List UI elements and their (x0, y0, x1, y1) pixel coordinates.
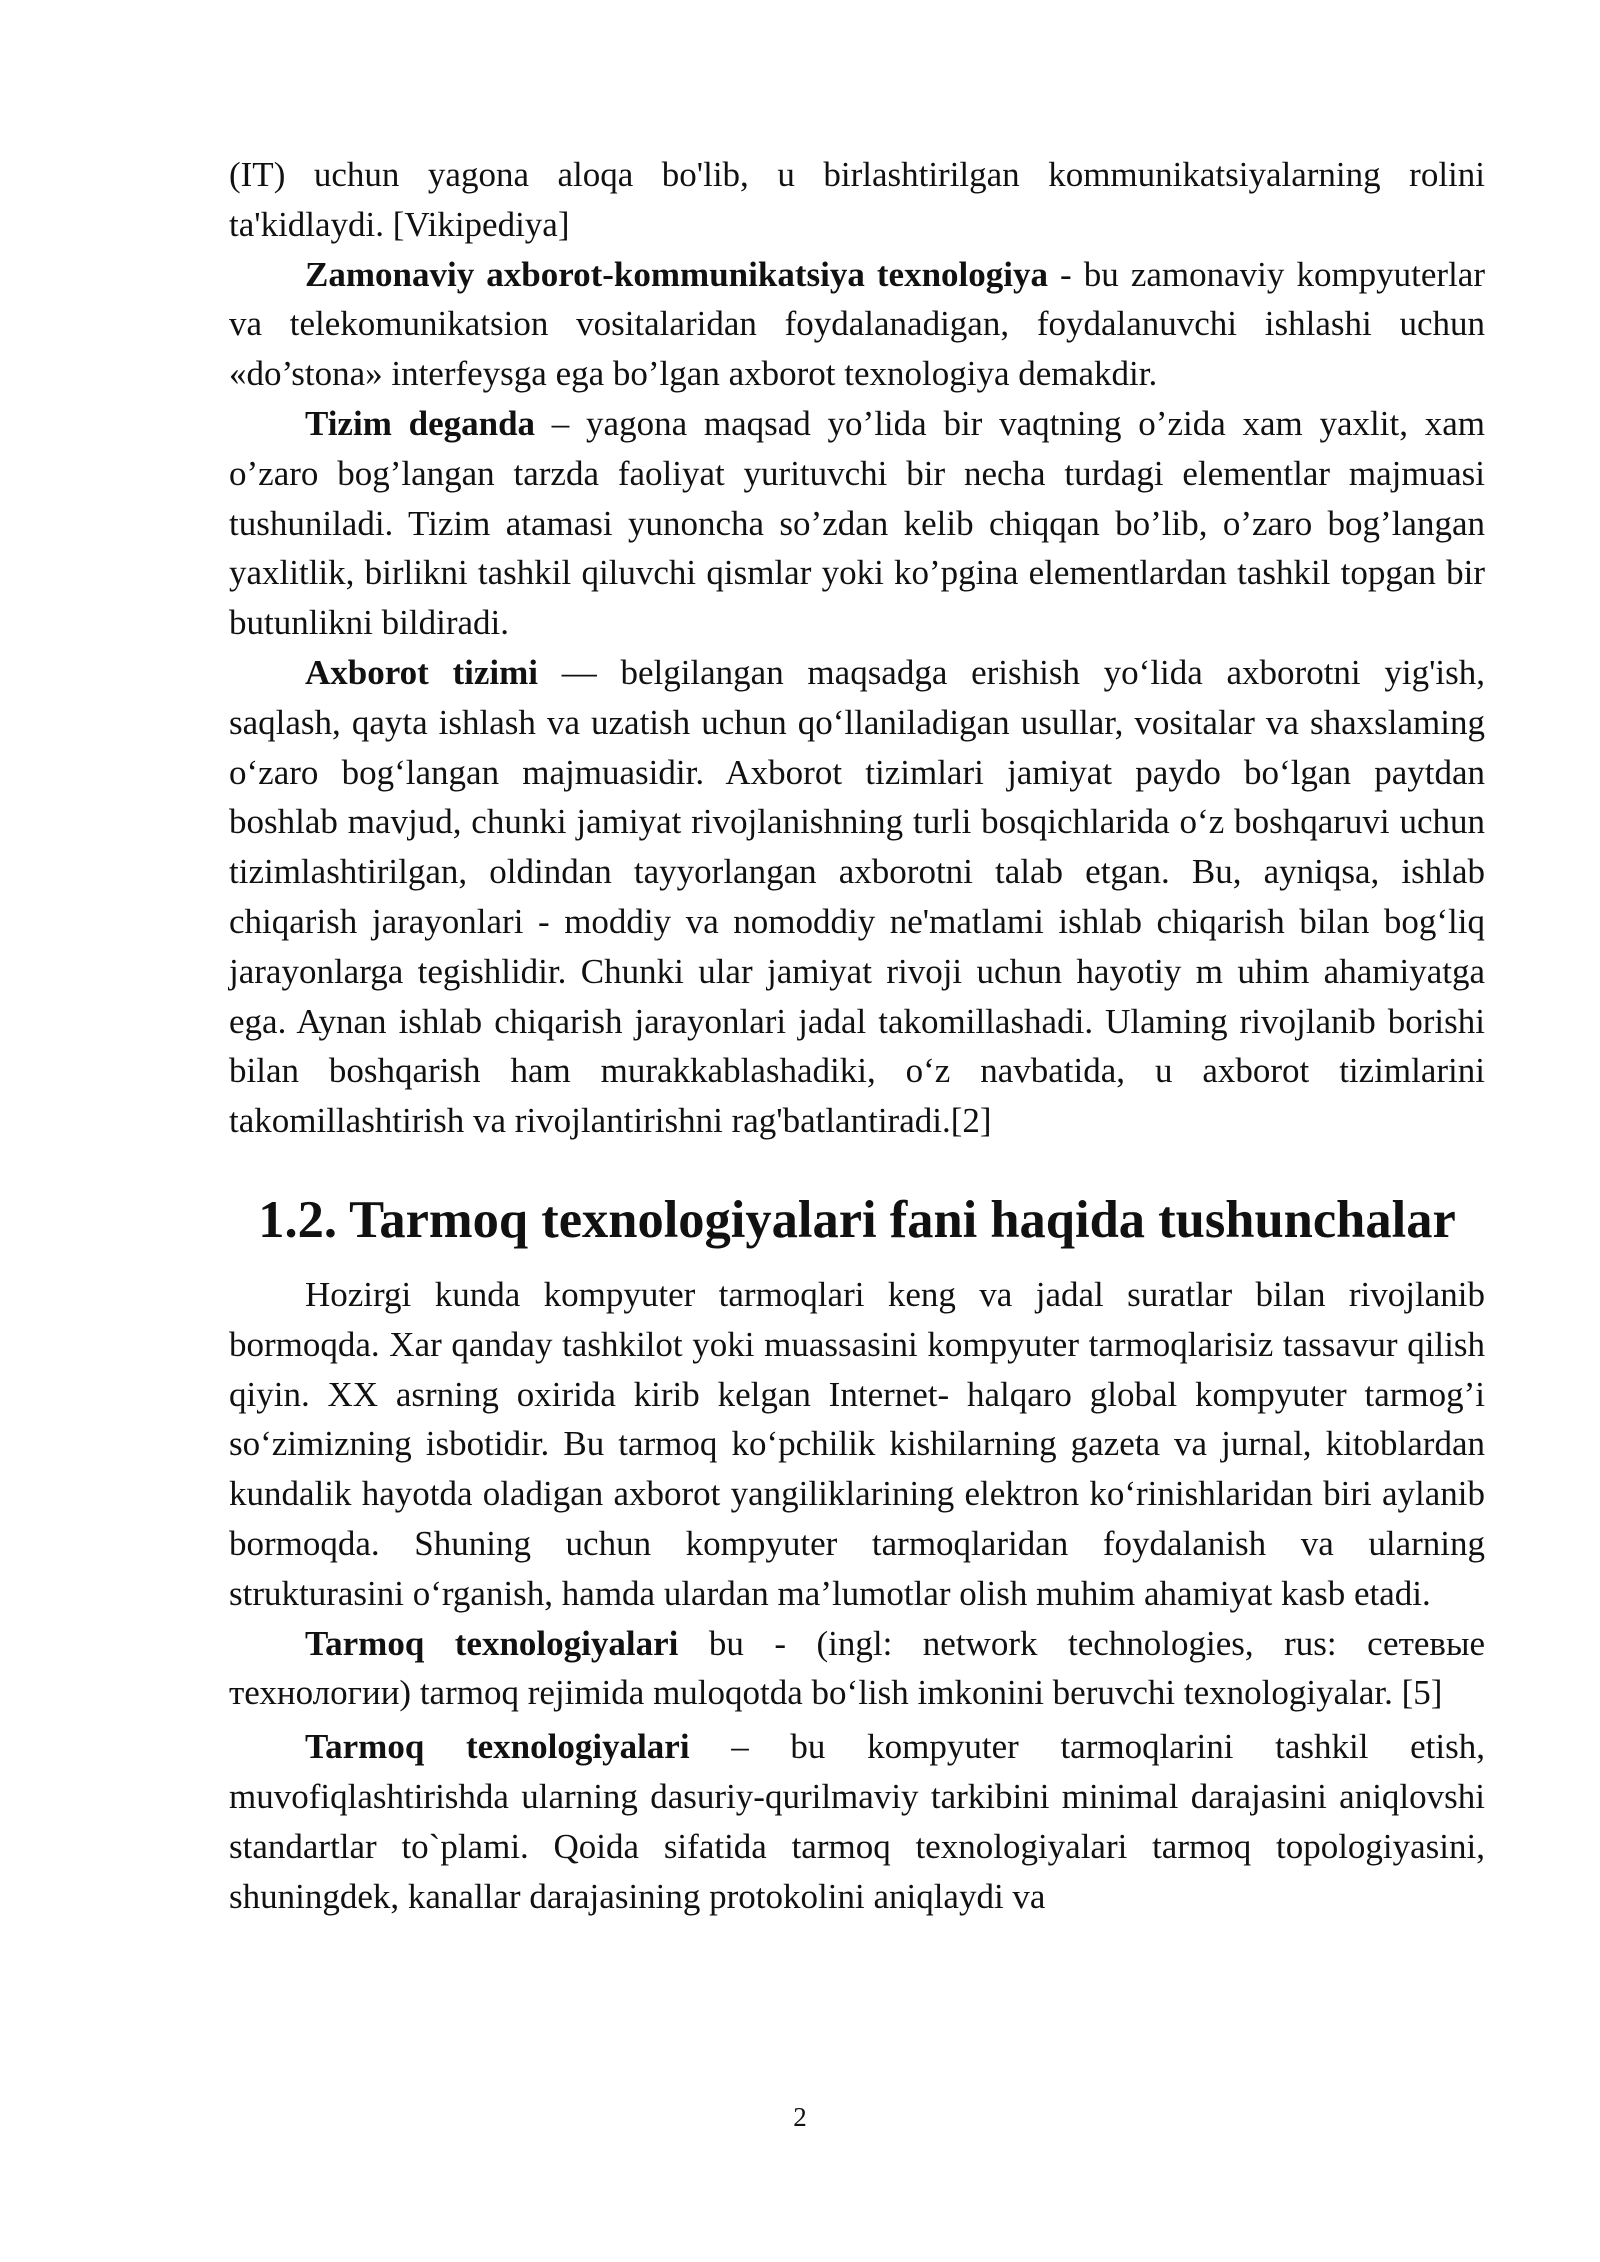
term-bold: Tarmoq texnologiyalari (305, 1727, 690, 1767)
paragraph-networks-intro (229, 1270, 1485, 1619)
paragraph-information-system (229, 648, 1485, 1146)
paragraph-network-tech-definition-2 (229, 1722, 1485, 1921)
term-bold: Tizim deganda (305, 403, 536, 443)
paragraph-ict-definition (229, 250, 1485, 399)
term-bold: Axborot tizimi (305, 652, 539, 692)
term-bold: Tarmoq texnologiyalari (305, 1623, 679, 1663)
paragraph-system-definition (229, 399, 1485, 648)
paragraph-it-continuation (229, 150, 1485, 250)
paragraph-text: – yagona maqsad yo’lida bir vaqtning o’zida xam yaxlit, xam o’zaro bog’langan tarzda faoliyat yurituvchi bir necha turdagi elementlar majmuasi tushuniladi. Tizim atamasi yunoncha so’zdan kelib chiqqan bo’lib, o’zaro bog’langan yaxlitlik, birlikni tashkil qiluvchi qismlar yoki ko’pgina elementlardan tashkil topgan bir butunlikni bildiradi. (229, 403, 1485, 643)
paragraph-text: - bu zamonaviy kompyuterlar va telekomunikatsion vositalaridan foydalanadigan, foydalanuvchi ishlashi uchun «do’stona» interfeysga ega bo’lgan axborot texnologiya demakdir. (229, 254, 1485, 394)
paragraph-text: bu - (ingl: network technologies, rus: сетевые технологии) tarmoq rejimida muloqotda bo‘lish imkonini beruvchi texnologiyalar. [5] (229, 1623, 1486, 1713)
paragraph-text: — belgilangan maqsadga erishish yo‘lida axborotni yig'ish, saqlash, qayta ishlash va uzatish uchun qo‘llaniladigan usullar, vositalar va shaxslaming o‘zaro bog‘langan majmuasidir. Axborot tizimlari jamiyat paydo bo‘lgan paytdan boshlab mavjud, chunki jamiyat rivojlanishning turli bosqichlarida o‘z boshqaruvi uchun tizimlashtirilgan, oldindan tayyorlangan axborotni talab etgan. Bu, ayniqsa, ishlab chiqarish jarayonlari - moddiy va nomoddiy ne'matlami ishlab chiqarish bilan bog‘liq jarayonlarga tegishlidir. Chunki ular jamiyat rivoji uchun hayotiy m uhim ahamiyatga ega. Aynan ishlab chiqarish jarayonlari jadal takomillashadi. Ulaming rivojlanib borishi bilan boshqarish ham murakkablashadiki, o‘z navbatida, u axborot tizimlarini takomillashtirish va rivojlantirishni rag'batlantiradi.[2] (229, 652, 1485, 1141)
term-bold: Zamonaviy axborot-kommunikatsiya texnologiya (305, 254, 1048, 294)
paragraph-text: Hozirgi kunda kompyuter tarmoqlari keng va jadal suratlar bilan rivojlanib bormoqda. Xar qanday tashkilot yoki muassasini kompyuter tarmoqlarisiz tassavur qilish qiyin. XX asrning oxirida kirib kelgan Internet- halqaro global kompyuter tarmog’i so‘zimizning isbotidir. Bu tarmoq ko‘pchilik kishilarning gazeta va jurnal, kitoblardan kundalik hayotda oladigan axborot yangiliklarining elektron ko‘rinishlaridan biri aylanib bormoqda. Shuning uchun kompyuter tarmoqlaridan foydalanish va ularning strukturasini o‘rganish, hamda ulardan ma’lumotlar olish muhim ahamiyat kasb etadi. (229, 1274, 1485, 1613)
paragraph-network-tech-definition-1 (229, 1619, 1485, 1719)
page-number: 2 (793, 2102, 807, 2132)
section-heading: 1.2. Tarmoq texnologiyalari fani haqida tushunchalar (258, 1190, 1456, 1249)
document-page (229, 150, 1485, 1921)
paragraph-text: – bu kompyuter tarmoqlarini tashkil etish, muvofiqlashtirishda ularning dasuriy-qurilmaviy tarkibini minimal darajasini aniqlovshi standartlar to`plami. Qoida sifatida tarmoq texnologiyalari tarmoq topologiyasini, shuningdek, kanallar darajasining protokolini aniqlaydi va (229, 1727, 1485, 1916)
paragraph-text: (IT) uchun yagona aloqa bo'lib, u birlashtirilgan kommunikatsiyalarning rolini ta'kidlaydi. [Vikipediya] (229, 155, 1485, 244)
